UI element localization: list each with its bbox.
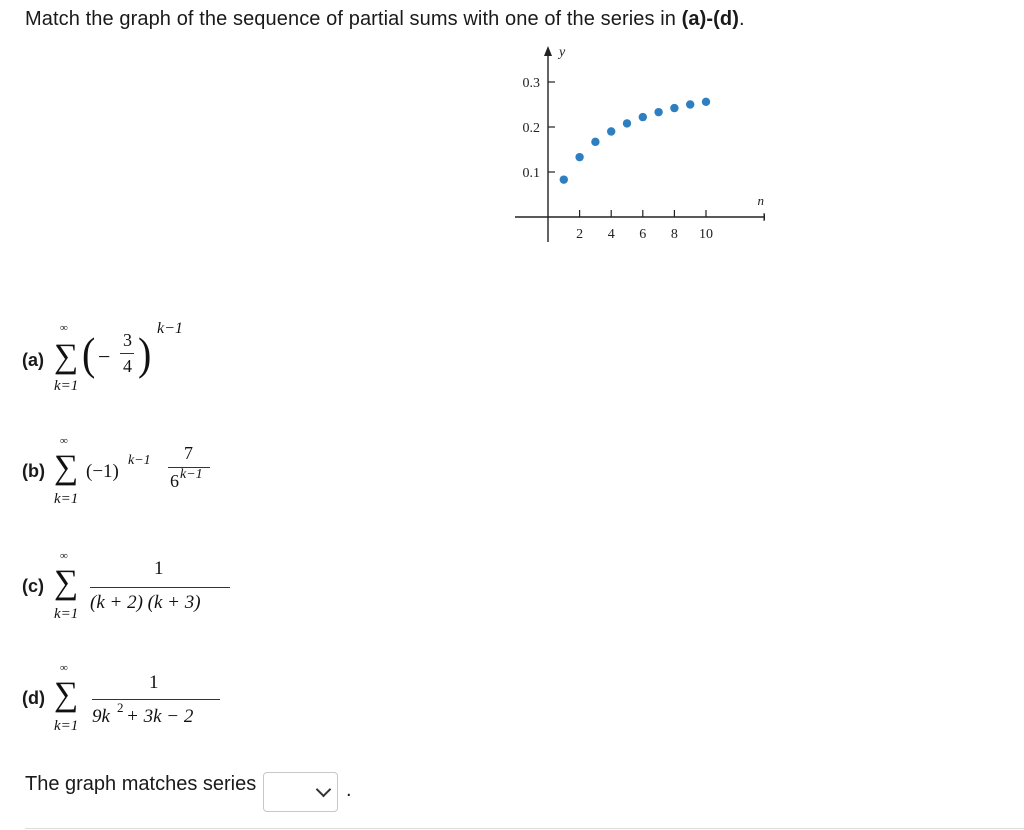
option-a-upper-limit: ∞ — [60, 322, 68, 334]
data-point — [591, 138, 599, 146]
x-axis-label: n — [757, 193, 764, 208]
answer-period: . — [346, 779, 352, 801]
data-point — [639, 113, 647, 121]
option-b-lower-limit: k=1 — [54, 491, 79, 507]
option-b-den-exponent: k−1 — [180, 467, 203, 482]
data-point — [686, 100, 694, 108]
data-point — [670, 104, 678, 112]
option-b — [22, 435, 252, 515]
option-c-sigma: ∑ — [54, 564, 79, 601]
x-tick-label: 8 — [670, 227, 678, 242]
option-d-label: (d) — [22, 688, 45, 708]
option-d-den-rest: + 3k − 2 — [126, 706, 194, 727]
option-d — [22, 662, 252, 742]
option-c-fraction-bar — [90, 587, 230, 588]
option-a-left-paren: ( — [82, 327, 96, 380]
option-b-sign-base: (−1) — [86, 461, 119, 482]
x-tick-label: 6 — [639, 227, 647, 242]
option-d-upper-limit: ∞ — [60, 662, 68, 674]
option-d-numerator: 1 — [149, 672, 159, 693]
option-d-fraction-bar — [92, 699, 220, 700]
chevron-down-icon — [316, 782, 332, 798]
option-b-sigma: ∑ — [54, 449, 79, 486]
option-a-exponent: k−1 — [157, 320, 183, 337]
option-c-lower-limit: k=1 — [54, 606, 79, 622]
y-tick-label: 0.1 — [522, 166, 540, 181]
data-point — [623, 119, 631, 127]
option-c-numerator: 1 — [154, 558, 164, 579]
question-prefix: Match the graph of the sequence of partial sums with one of the series in — [25, 8, 682, 30]
bottom-divider — [25, 828, 1024, 829]
y-tick-label: 0.3 — [522, 76, 540, 91]
option-d-lower-limit: k=1 — [54, 718, 79, 734]
x-tick-label: 4 — [607, 227, 615, 242]
question-text — [25, 8, 745, 31]
option-d-den-term1: 9k — [92, 706, 110, 727]
y-axis-arrow — [544, 46, 552, 56]
question-range: (a)-(d) — [681, 8, 740, 30]
chart-axes — [515, 45, 765, 242]
data-point — [575, 153, 583, 161]
option-b-sign-exponent: k−1 — [128, 453, 151, 468]
option-a-lower-limit: k=1 — [54, 378, 79, 394]
option-b-den-base: 6 — [170, 471, 179, 491]
question-suffix: . — [739, 8, 745, 30]
data-point — [702, 98, 710, 106]
option-b-upper-limit: ∞ — [60, 435, 68, 447]
option-c-upper-limit: ∞ — [60, 550, 68, 562]
data-point — [654, 108, 662, 116]
x-tick-label: 2 — [576, 227, 584, 242]
option-a-right-paren: ) — [138, 327, 152, 380]
partial-sums-chart — [505, 42, 765, 252]
option-a — [22, 320, 222, 400]
y-tick-label: 0.2 — [522, 121, 540, 136]
option-c — [22, 550, 252, 630]
option-a-minus: − — [98, 344, 111, 369]
option-c-denominator: (k + 2) (k + 3) — [90, 592, 201, 613]
option-a-numerator: 3 — [123, 330, 132, 350]
option-c-label: (c) — [22, 576, 44, 596]
option-d-den-term1-exponent: 2 — [117, 700, 124, 715]
option-a-label: (a) — [22, 350, 44, 370]
option-b-label: (b) — [22, 461, 45, 481]
option-a-fraction-bar — [120, 353, 134, 354]
option-a-sigma: ∑ — [54, 338, 79, 375]
option-d-sigma: ∑ — [54, 676, 79, 713]
option-b-numerator: 7 — [184, 443, 193, 463]
data-point — [560, 175, 568, 183]
x-axis-arrow — [764, 213, 766, 221]
data-point — [607, 127, 615, 135]
x-tick-label: 10 — [699, 227, 713, 242]
option-a-denominator: 4 — [123, 356, 132, 376]
chart-points — [560, 98, 711, 184]
y-axis-label: y — [559, 45, 566, 60]
answer-prompt: The graph matches series — [25, 773, 257, 795]
answer-select[interactable] — [263, 772, 338, 812]
